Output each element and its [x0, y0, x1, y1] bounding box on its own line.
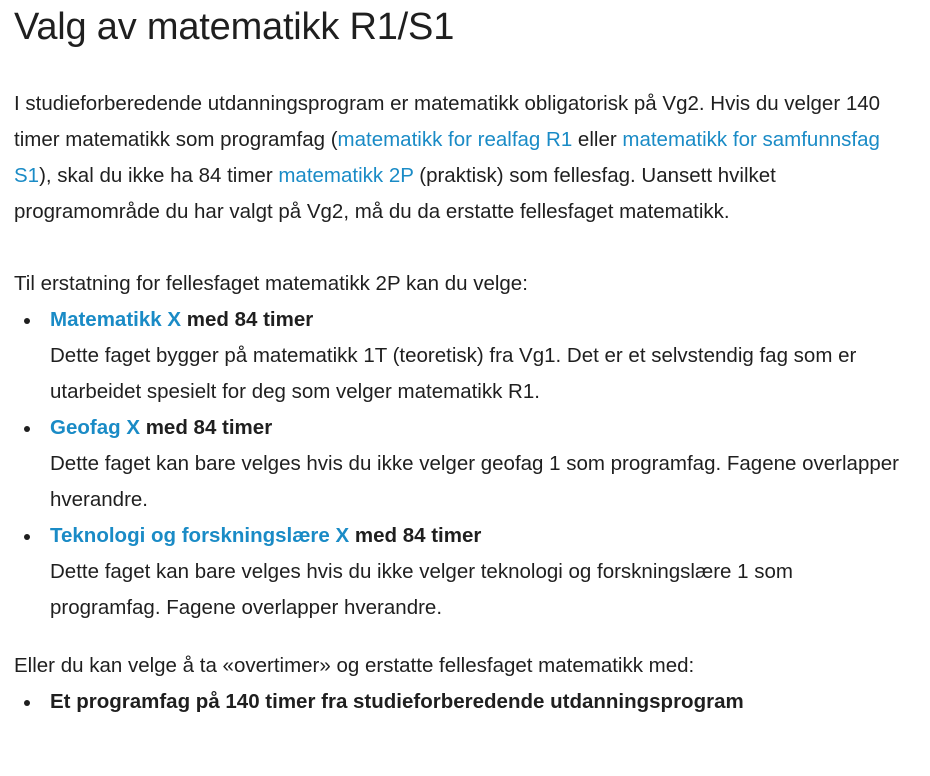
list-item [50, 302, 914, 410]
link-geofag-x[interactable]: Geofag X [50, 416, 140, 439]
option-description: Dette faget kan bare velges hvis du ikke velger teknologi og forskningslære 1 som programfag. Fagene overlapper hverandre. [50, 560, 793, 619]
option-description: Dette faget kan bare velges hvis du ikke velger geofag 1 som programfag. Fagene overlapper hverandre. [50, 452, 899, 511]
link-matematikk-2p[interactable]: matematikk 2P [278, 164, 414, 187]
option-hours: med 84 timer [349, 524, 482, 547]
intro-text-1: I studieforberedende utdanningsprogram er matematikk obligatorisk på Vg2. Hvis du velger 140 timer matematikk som programfag ( [14, 92, 881, 151]
link-matematikk-x[interactable]: Matematikk X [50, 308, 182, 331]
overtime-list [14, 684, 914, 720]
list-item [50, 684, 914, 720]
intro-text-3: ), skal du ikke ha 84 timer [39, 164, 279, 187]
intro-paragraph [14, 86, 894, 230]
replacement-list [14, 302, 914, 626]
replacement-intro: Til erstatning for fellesfaget matematikk 2P kan du velge: [14, 272, 528, 295]
intro-text-4: (praktisk) som fellesfag. Uansett hvilket programområde du har valgt på Vg2, må du da erstatte fellesfaget matematikk. [14, 164, 776, 223]
option-hours: med 84 timer [140, 416, 273, 439]
intro-text-2: eller [572, 128, 623, 151]
overtime-intro: Eller du kan velge å ta «overtimer» og erstatte fellesfaget matematikk med: [14, 654, 695, 677]
overtime-option: Et programfag på 140 timer fra studieforberedende utdanningsprogram [50, 690, 744, 713]
link-matematikk-r1[interactable]: matematikk for realfag R1 [337, 128, 573, 151]
list-item [50, 410, 914, 518]
list-item [50, 518, 914, 626]
option-description: Dette faget bygger på matematikk 1T (teoretisk) fra Vg1. Det er et selvstendig fag som er utarbeidet spesielt for deg som velger matematikk R1. [50, 344, 857, 403]
link-matematikk-s1[interactable]: matematikk for samfunnsfag S1 [14, 128, 880, 187]
option-hours: med 84 timer [181, 308, 314, 331]
link-teknologi-x[interactable]: Teknologi og forskningslære X [50, 524, 350, 547]
page-title: Valg av matematikk R1/S1 [14, 6, 455, 48]
